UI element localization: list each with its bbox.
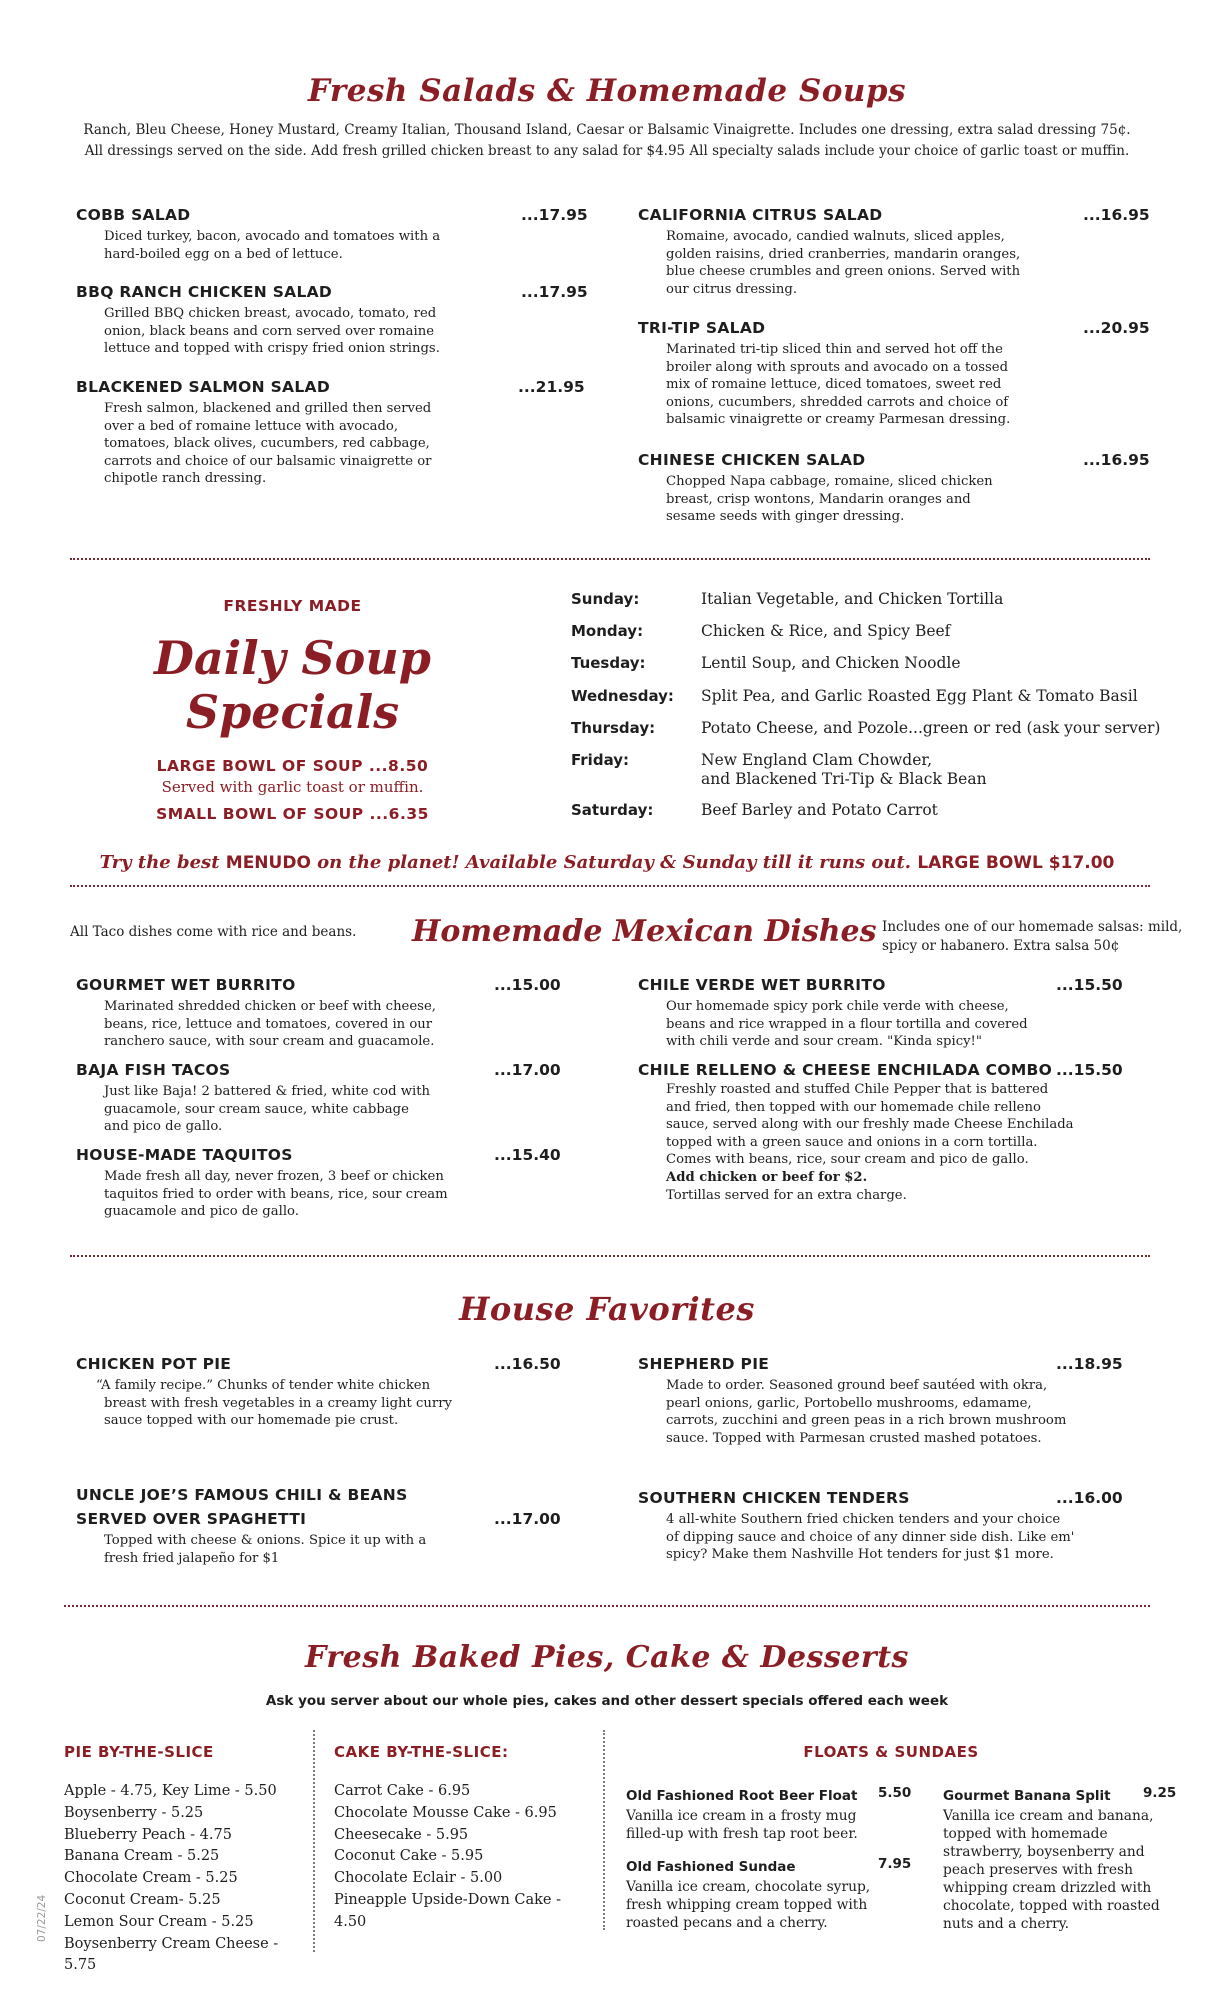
item-description: Romaine, avocado, candied walnuts, sliced apples, golden raisins, dried cranberries, mandarin oranges, blue cheese crumbles and green onions. Served with our citrus dressing. [666,229,1021,297]
float-name: Old Fashioned Root Beer Float [626,1788,858,1804]
item-description: Fresh salmon, blackened and grilled then served over a bed of romaine lettuce with avocado, tomatoes, black olives, cucumbers, red cabbage, carrots and choice of our balsamic vinaigrette or chipotle ranch dressing. [104,401,432,487]
section-divider [70,885,1150,887]
float-price: 7.95 [878,1856,912,1872]
desserts-title: Fresh Baked Pies, Cake & Desserts [305,1640,909,1675]
float-name: Old Fashioned Sundae [626,1859,796,1875]
item-description: Topped with cheese & onions. Spice it up with a fresh fried jalapeño for $1 [104,1533,427,1566]
day-soup: Chicken & Rice, and Spicy Beef [701,622,951,640]
item-price: ...21.95 [518,378,585,396]
section-divider [70,1255,1150,1257]
item-name: CHILE RELLENO & CHEESE ENCHILADA COMBO [638,1061,1053,1079]
item-price: ...16.95 [1083,451,1150,469]
float-description: Vanilla ice cream and banana, topped with homemade strawberry, boysenberry and peach preserves with fresh whipping cream drizzled with chocolate, topped with roasted nuts and a cherry. [943,1808,1160,1932]
day-label: Saturday: [571,801,654,819]
cake-heading: CAKE BY-THE-SLICE: [334,1743,509,1761]
day-soup: Beef Barley and Potato Carrot [701,801,938,819]
soup-large-price: LARGE BOWL OF SOUP ...8.50 [156,757,429,775]
item-name: GOURMET WET BURRITO [76,976,296,994]
item-description: Our homemade spicy pork chile verde with cheese, beans and rice wrapped in a flour tortilla and covered with chili verde and sour cream. "Kinda spicy!" [666,999,1028,1050]
menudo-text-d: LARGE BOWL $17.00 [917,853,1115,873]
item-price: ...15.40 [494,1146,561,1164]
column-divider [603,1730,605,1930]
item-name: CALIFORNIA CITRUS SALAD [638,206,883,224]
mexican-title: Homemade Mexican Dishes [412,914,877,949]
float-item-sundae [626,1856,916,1932]
pie-item: Blueberry Peach - 4.75 [64,1826,232,1843]
float-name: Gourmet Banana Split [943,1788,1111,1804]
mexican-right-note: Includes one of our homemade salsas: mild, spicy or habanero. Extra salsa 50¢ [882,919,1183,954]
menudo-text-c: on the planet! Available Saturday & Sunday till it runs out. [310,852,918,873]
item-description: Made fresh all day, never frozen, 3 beef or chicken taquitos fried to order with beans, rice, sour cream guacamole and pico de gallo. [104,1169,448,1220]
item-price: ...20.95 [1083,319,1150,337]
item-name: SOUTHERN CHICKEN TENDERS [638,1489,910,1507]
day-soup: Potato Cheese, and Pozole...green or red (ask your server) [701,719,1161,737]
menudo-text-a: Try the best [99,852,226,873]
float-item-root-beer [626,1785,916,1843]
float-item-banana-split [943,1785,1177,1933]
menu-item-house-made-taquitos [76,1146,586,1221]
salads-intro-line-1: Ranch, Bleu Cheese, Honey Mustard, Creamy Italian, Thousand Island, Caesar or Balsamic Vinaigrette. Includes one dressing, extra salad dressing 75¢. [83,122,1131,138]
item-description: Just like Baja! 2 battered & fried, white cod with guacamole, sour cream sauce, white cabbage and pico de gallo. [104,1084,431,1135]
menu-item-california-citrus-salad [638,206,1148,298]
day-label: Tuesday: [571,654,646,672]
menu-item-cobb-salad [76,206,586,263]
item-name: CHINESE CHICKEN SALAD [638,451,866,469]
menu-item-chile-relleno-combo [638,1061,1178,1204]
salads-title: Fresh Salads & Homemade Soups [307,73,907,109]
item-description: Freshly roasted and stuffed Chile Pepper that is battered and fried, then topped with our homemade chile relleno sauce, served along with our freshly made Cheese Enchilada topped with a green sauce and onions in a corn tortilla. Comes with beans, rice, sour cream and pico de gallo. Add chicken or beef for $2. Tortillas served for an extra charge. [666,1082,1074,1203]
pie-item: Lemon Sour Cream - 5.25 [64,1913,254,1930]
salads-intro-line-2: All dressings served on the side. Add fresh grilled chicken breast to any salad for $4.95 All specialty salads include your choice of garlic toast or muffin. [84,143,1130,159]
menu-item-bbq-ranch-chicken-salad [76,283,586,358]
menu-item-gourmet-wet-burrito [76,976,586,1051]
soup-title: Daily Soup Specials [154,631,431,739]
item-price: ...15.50 [1056,1061,1123,1079]
cake-item: Carrot Cake - 6.95 [334,1783,471,1799]
item-price: ...16.00 [1056,1489,1123,1507]
item-description: Marinated shredded chicken or beef with cheese, beans, rice, lettuce and tomatoes, covered in our ranchero sauce, with sour cream and guacamole. [104,999,436,1050]
day-soup: Lentil Soup, and Chicken Noodle [701,654,961,672]
item-name: SHEPHERD PIE [638,1355,770,1373]
soup-specials-panel [90,597,495,823]
item-price: ...17.95 [521,283,588,301]
menu-item-chinese-chicken-salad [638,451,1148,526]
pie-heading: PIE BY-THE-SLICE [64,1743,214,1761]
menu-item-shepherd-pie [638,1355,1178,1447]
item-name: UNCLE JOE’S FAMOUS CHILI & BEANS [76,1486,408,1504]
desserts-note: Ask you server about our whole pies, cakes and other dessert specials offered each week [265,1693,949,1709]
pie-item: Boysenberry Cream Cheese - 5.75 [64,1935,279,1974]
item-name-line-2: SERVED OVER SPAGHETTI [76,1510,307,1528]
item-price: ...16.95 [1083,206,1150,224]
item-description: Diced turkey, bacon, avocado and tomatoes with a hard-boiled egg on a bed of lettuce. [104,229,441,262]
cake-item: Pineapple Upside-Down Cake - 4.50 [334,1891,562,1930]
cake-list [334,1781,584,1934]
menudo-text-b: MENUDO [225,853,311,873]
float-price: 9.25 [1143,1785,1177,1801]
menu-item-blackened-salmon-salad [76,378,586,488]
item-name: CHICKEN POT PIE [76,1355,232,1373]
soup-kicker: FRESHLY MADE [223,597,362,615]
day-soup: Split Pea, and Garlic Roasted Egg Plant & Tomato Basil [701,687,1138,705]
item-description: Chopped Napa cabbage, romaine, sliced chicken breast, crisp wontons, Mandarin oranges and sesame seeds with ginger dressing. [666,474,993,525]
section-divider [64,1605,1150,1607]
float-description: Vanilla ice cream, chocolate syrup, fresh whipping cream topped with roasted pecans and a cherry. [626,1879,871,1931]
item-name: COBB SALAD [76,206,191,224]
float-description: Vanilla ice cream in a frosty mug filled-up with fresh tap root beer. [626,1808,858,1842]
column-divider [313,1730,315,1952]
salads-intro [80,120,1134,162]
pie-item: Boysenberry - 5.25 [64,1804,204,1821]
cake-by-the-slice [334,1743,584,1934]
item-description: “A family recipe.” Chunks of tender white chicken breast with fresh vegetables in a creamy light curry sauce topped with our homemade pie crust. [96,1378,452,1429]
day-label: Thursday: [571,719,656,737]
menudo-banner [0,852,1214,873]
day-soup: Italian Vegetable, and Chicken Tortilla [701,590,1004,608]
day-label: Monday: [571,622,644,640]
pie-list [64,1781,314,1977]
float-price: 5.50 [878,1785,912,1801]
mexican-left-note: All Taco dishes come with rice and beans. [70,924,357,940]
day-label: Wednesday: [571,687,674,705]
cake-item: Cheesecake - 5.95 [334,1826,469,1843]
day-label: Friday: [571,751,630,769]
house-title: House Favorites [459,1290,755,1328]
section-divider [70,558,1150,560]
day-label: Sunday: [571,590,640,608]
item-price: ...18.95 [1056,1355,1123,1373]
item-description: Marinated tri-tip sliced thin and served hot off the broiler along with sprouts and avocado on a tossed mix of romaine lettuce, diced tomatoes, sweet red onions, cucumbers, shredded carrots and choice of balsamic vinaigrette or creamy Parmesan dressing. [666,342,1011,428]
item-price: ...16.50 [494,1355,561,1373]
menu-item-chile-verde-wet-burrito [638,976,1178,1051]
item-description: Grilled BBQ chicken breast, avocado, tomato, red onion, black beans and corn served over romaine lettuce and topped with crispy fried onion strings. [104,306,440,357]
item-name: BAJA FISH TACOS [76,1061,231,1079]
print-date: 07/22/24 [36,1894,48,1942]
pie-item: Coconut Cream- 5.25 [64,1891,221,1908]
item-description: 4 all-white Southern fried chicken tenders and your choice of dipping sauce and choice of any dinner side dish. Like em' spicy? Make them Nashville Hot tenders for just $1 more. [666,1512,1075,1563]
cake-item: Chocolate Eclair - 5.00 [334,1870,503,1887]
menu-item-chicken-pot-pie [76,1355,586,1430]
item-name: CHILE VERDE WET BURRITO [638,976,886,994]
item-price: ...17.00 [494,1061,561,1079]
floats-heading: FLOATS & SUNDAES [803,1743,979,1761]
pie-item: Chocolate Cream - 5.25 [64,1870,238,1887]
menu-item-baja-fish-tacos [76,1061,586,1136]
menu-item-uncle-joes-chili [76,1486,586,1567]
item-price: ...15.50 [1056,976,1123,994]
menu-item-tri-tip-salad [638,319,1148,429]
item-name: BBQ RANCH CHICKEN SALAD [76,283,333,301]
soup-served-with: Served with garlic toast or muffin. [161,778,424,796]
soup-small-price: SMALL BOWL OF SOUP ...6.35 [156,805,429,823]
pie-item: Banana Cream - 5.25 [64,1848,220,1865]
item-name: HOUSE-MADE TAQUITOS [76,1146,293,1164]
item-price: ...17.00 [494,1510,561,1528]
item-price: ...17.95 [521,206,588,224]
cake-item: Coconut Cake - 5.95 [334,1848,484,1865]
item-price: ...15.00 [494,976,561,994]
cake-item: Chocolate Mousse Cake - 6.95 [334,1804,557,1821]
day-soup: New England Clam Chowder, and Blackened Tri-Tip & Black Bean [701,751,987,788]
item-name: TRI-TIP SALAD [638,319,766,337]
item-name: BLACKENED SALMON SALAD [76,378,330,396]
pie-by-the-slice [64,1743,314,1977]
menu-item-southern-chicken-tenders [638,1489,1178,1564]
pie-item: Apple - 4.75, Key Lime - 5.50 [64,1783,277,1799]
item-description: Made to order. Seasoned ground beef sautéed with okra, pearl onions, garlic, Portobello mushrooms, edamame, carrots, zucchini and green peas in a rich brown mushroom sauce. Topped with Parmesan crusted mashed potatoes. [666,1378,1067,1446]
